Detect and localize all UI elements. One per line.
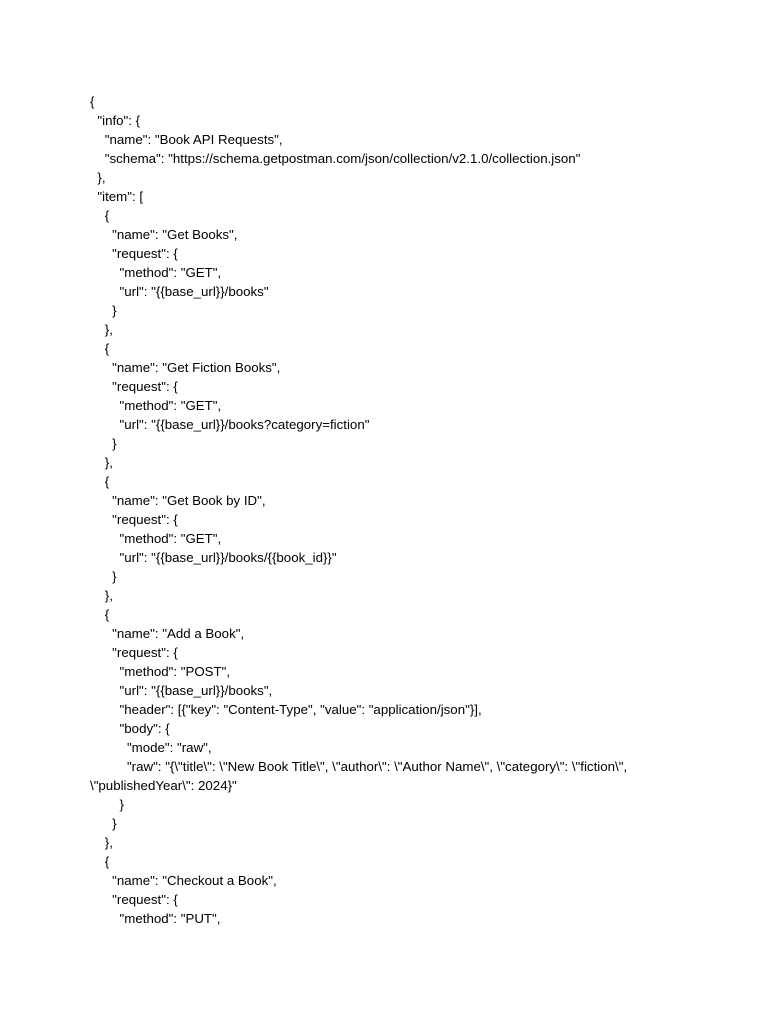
text-line: "method": "GET", bbox=[90, 398, 222, 413]
text-line: "body": { bbox=[90, 721, 170, 736]
text-line: "method": "PUT", bbox=[90, 911, 221, 926]
text-line: "name": "Book API Requests", bbox=[90, 132, 283, 147]
text-line: }, bbox=[90, 170, 106, 185]
text-line: } bbox=[90, 436, 117, 451]
text-line: "header": [{"key": "Content-Type", "value": "application/json"}], bbox=[90, 702, 482, 717]
text-line: }, bbox=[90, 322, 113, 337]
text-line: "url": "{{base_url}}/books", bbox=[90, 683, 273, 698]
text-line: { bbox=[90, 474, 110, 489]
json-text-body bbox=[90, 92, 690, 928]
text-line: { bbox=[90, 341, 110, 356]
text-line: "request": { bbox=[90, 246, 178, 261]
text-line: }, bbox=[90, 455, 113, 470]
text-line: "schema": "https://schema.getpostman.com/json/collection/v2.1.0/collection.json" bbox=[90, 151, 581, 166]
text-line: }, bbox=[90, 588, 113, 603]
text-line: "name": "Get Book by ID", bbox=[90, 493, 266, 508]
text-line: "info": { bbox=[90, 113, 141, 128]
text-line: "mode": "raw", bbox=[90, 740, 212, 755]
text-line: } bbox=[90, 797, 124, 812]
text-line: \"publishedYear\": 2024}" bbox=[90, 778, 237, 793]
text-line: "method": "GET", bbox=[90, 531, 222, 546]
text-line: "method": "POST", bbox=[90, 664, 231, 679]
text-line: "name": "Get Fiction Books", bbox=[90, 360, 281, 375]
text-line: } bbox=[90, 816, 117, 831]
text-line: "url": "{{base_url}}/books/{{book_id}}" bbox=[90, 550, 337, 565]
text-line: } bbox=[90, 569, 117, 584]
text-line: "request": { bbox=[90, 379, 178, 394]
text-line: }, bbox=[90, 835, 113, 850]
text-line: { bbox=[90, 854, 110, 869]
text-line: "name": "Checkout a Book", bbox=[90, 873, 277, 888]
text-line: "request": { bbox=[90, 512, 178, 527]
text-line: "request": { bbox=[90, 645, 178, 660]
text-line: "url": "{{base_url}}/books?category=fiction" bbox=[90, 417, 370, 432]
text-line: "request": { bbox=[90, 892, 178, 907]
text-line: "name": "Get Books", bbox=[90, 227, 238, 242]
text-line: "item": [ bbox=[90, 189, 144, 204]
text-line: { bbox=[90, 208, 110, 223]
text-line: { bbox=[90, 607, 110, 622]
text-line: "raw": "{\"title\": \"New Book Title\", \"author\": \"Author Name\", \"category\": \"fiction\", bbox=[90, 759, 628, 774]
text-line: "url": "{{base_url}}/books" bbox=[90, 284, 269, 299]
text-line: } bbox=[90, 303, 117, 318]
text-line: "method": "GET", bbox=[90, 265, 222, 280]
text-line: "name": "Add a Book", bbox=[90, 626, 245, 641]
text-line: { bbox=[90, 94, 95, 109]
